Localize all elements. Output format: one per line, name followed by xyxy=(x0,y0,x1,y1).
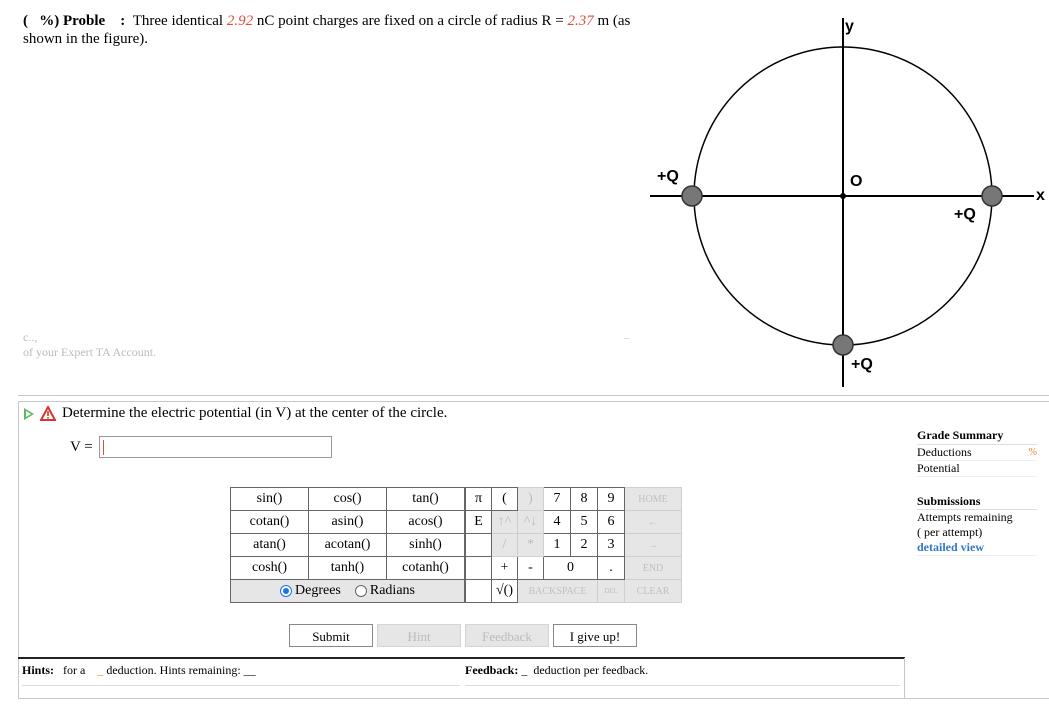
play-icon[interactable] xyxy=(24,408,34,420)
x-axis-label: x xyxy=(1036,187,1045,204)
y-axis-label: y xyxy=(845,18,854,35)
key-superscript[interactable]: ↑^ xyxy=(492,511,518,534)
answer-label: V = xyxy=(70,439,93,455)
deductions-row xyxy=(917,445,1037,461)
potential-row xyxy=(917,461,1037,477)
problem-statement xyxy=(23,12,643,48)
footer-note-line2: of your Expert TA Account. xyxy=(23,345,157,359)
key-3[interactable]: 3 xyxy=(598,534,625,557)
attempts-remaining: Attempts remaining xyxy=(917,510,1013,524)
deductions-label: Deductions xyxy=(917,445,972,459)
footer-dash: – xyxy=(624,333,629,344)
degrees-label: Degrees xyxy=(295,583,341,598)
key-dot[interactable]: . xyxy=(598,557,625,580)
key-cosh[interactable]: cosh() xyxy=(231,557,309,580)
hints-text-2: deduction. Hints remaining: xyxy=(106,663,241,677)
answer-input[interactable] xyxy=(99,436,332,458)
key-sqrt[interactable]: √() xyxy=(492,580,518,603)
charge-circle-figure xyxy=(645,10,1049,390)
problem-text-1: Three identical xyxy=(132,13,224,29)
key-home[interactable]: HOME xyxy=(625,488,682,511)
hints-remaining: __ xyxy=(243,663,256,677)
charge-label-right: +Q xyxy=(954,206,976,223)
deductions-value: % xyxy=(1028,447,1037,458)
question-row xyxy=(24,405,447,422)
key-close-paren[interactable]: ) xyxy=(518,488,544,511)
key-backspace[interactable]: BACKSPACE xyxy=(518,580,598,603)
radians-label: Radians xyxy=(369,583,415,598)
key-subscript[interactable]: ^↓ xyxy=(518,511,544,534)
key-minus[interactable]: - xyxy=(518,557,544,580)
key-6[interactable]: 6 xyxy=(598,511,625,534)
key-plus[interactable]: + xyxy=(492,557,518,580)
key-e[interactable]: E xyxy=(465,511,492,534)
key-multiply[interactable]: * xyxy=(518,534,544,557)
origin-label: O xyxy=(850,173,863,190)
hints-text-1: for a xyxy=(63,663,86,677)
hints-deduction: _ xyxy=(97,663,104,677)
problem-label: Proble xyxy=(63,13,106,29)
question-text: Determine the electric potential (in V) at the center of the circle. xyxy=(62,405,448,421)
hint-button[interactable]: Hint xyxy=(377,624,461,647)
key-end[interactable]: END xyxy=(625,557,682,580)
key-clear[interactable]: CLEAR xyxy=(625,580,682,603)
grade-summary xyxy=(917,428,1037,477)
key-acos[interactable]: acos() xyxy=(387,511,466,534)
key-cotanh[interactable]: cotanh() xyxy=(387,557,466,580)
key-cos[interactable]: cos() xyxy=(309,488,387,511)
key-4[interactable]: 4 xyxy=(544,511,571,534)
key-pi[interactable]: π xyxy=(465,488,492,511)
key-acotan[interactable]: acotan() xyxy=(309,534,387,557)
key-9[interactable]: 9 xyxy=(598,488,625,511)
charge-value: 2.92 xyxy=(226,13,254,29)
key-sinh[interactable]: sinh() xyxy=(387,534,466,557)
degrees-radio[interactable] xyxy=(280,585,292,597)
footer-note-line1: c.., xyxy=(23,330,38,344)
submit-button[interactable]: Submit xyxy=(289,624,373,647)
hints-info xyxy=(22,663,256,678)
give-up-button[interactable]: I give up! xyxy=(553,624,637,647)
feedback-button[interactable]: Feedback xyxy=(465,624,549,647)
submissions-title: Submissions xyxy=(917,494,1037,510)
charge-right xyxy=(982,186,1002,206)
calculator-keypad xyxy=(230,487,682,603)
warning-icon xyxy=(40,406,56,421)
charge-left xyxy=(682,186,702,206)
per-attempt: ( per attempt) xyxy=(917,525,983,539)
hints-label: Hints: xyxy=(22,663,55,677)
key-1[interactable]: 1 xyxy=(544,534,571,557)
key-blank-3 xyxy=(465,580,492,603)
origin-dot xyxy=(840,193,846,199)
key-tanh[interactable]: tanh() xyxy=(309,557,387,580)
key-blank-2 xyxy=(465,557,492,580)
feedback-label: Feedback: xyxy=(465,663,519,677)
problem-text-2: nC point charges are fixed on a circle of radius R = xyxy=(256,13,564,29)
detailed-view-link[interactable]: detailed view xyxy=(917,540,984,554)
potential-label: Potential xyxy=(917,461,960,475)
hints-divider xyxy=(18,657,905,659)
key-right-arrow[interactable]: → xyxy=(625,534,682,557)
charge-bottom xyxy=(833,335,853,355)
key-8[interactable]: 8 xyxy=(571,488,598,511)
grade-summary-title: Grade Summary xyxy=(917,428,1037,445)
key-7[interactable]: 7 xyxy=(544,488,571,511)
key-tan[interactable]: tan() xyxy=(387,488,466,511)
key-del[interactable]: DEL xyxy=(598,580,625,603)
problem-colon: : xyxy=(120,13,126,29)
section-divider xyxy=(18,395,1049,396)
angle-mode-group xyxy=(231,580,466,603)
key-blank-1 xyxy=(465,534,492,557)
hints-vertical-divider xyxy=(904,658,905,698)
key-divide[interactable]: / xyxy=(492,534,518,557)
feedback-underline xyxy=(465,685,900,686)
key-atan[interactable]: atan() xyxy=(231,534,309,557)
key-left-arrow[interactable]: ← xyxy=(625,511,682,534)
feedback-info xyxy=(465,663,648,678)
problem-text-3: m (as shown in the figure). xyxy=(23,13,631,47)
radius-value: 2.37 xyxy=(567,13,594,29)
charge-label-bottom: +Q xyxy=(851,356,873,373)
key-5[interactable]: 5 xyxy=(571,511,598,534)
text-cursor xyxy=(103,440,104,455)
key-2[interactable]: 2 xyxy=(571,534,598,557)
submissions-panel xyxy=(917,494,1037,556)
problem-percent: %) xyxy=(39,13,60,29)
key-0[interactable]: 0 xyxy=(544,557,598,580)
key-sin[interactable]: sin() xyxy=(231,488,309,511)
key-asin[interactable]: asin() xyxy=(309,511,387,534)
radians-radio[interactable] xyxy=(355,585,367,597)
feedback-text: deduction per feedback. xyxy=(533,663,649,677)
footer-note xyxy=(23,330,156,360)
problem-prefix: ( xyxy=(23,13,28,29)
key-open-paren[interactable]: ( xyxy=(492,488,518,511)
feedback-deduction: _ xyxy=(521,663,528,677)
charge-label-left: +Q xyxy=(657,168,679,185)
key-cotan[interactable]: cotan() xyxy=(231,511,309,534)
hints-underline xyxy=(22,685,460,686)
